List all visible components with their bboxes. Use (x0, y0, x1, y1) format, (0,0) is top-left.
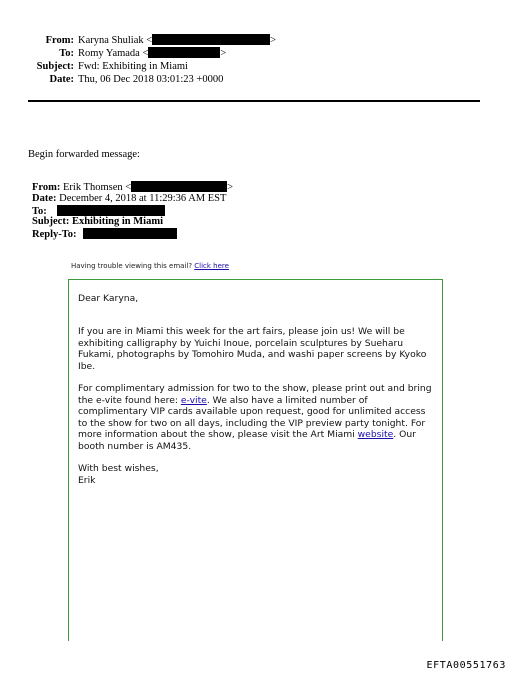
closing-line: With best wishes, (78, 463, 159, 474)
fwd-to-label: To: (32, 206, 47, 217)
to-value: Romy Yamada < > (78, 48, 227, 59)
header-divider (28, 100, 480, 102)
redaction-bar (57, 205, 165, 216)
paragraph-1: If you are in Miami this week for the art fairs, please join us! We will be exhibiting calligraphy by Yuichi Inoue, porcelain sculptures by Sueharu Fukami, photographs by Tomohiro Muda, and washi paper screens by Kyoko Ibe. (78, 326, 427, 372)
fwd-from-value: Erik Thomsen < > (63, 182, 234, 193)
trouble-viewing: Having trouble viewing this email? Click here (71, 262, 229, 270)
fwd-date-label: Date: (32, 193, 57, 204)
to-label: To: (59, 48, 74, 59)
fwd-subject-value: Exhibiting in Miami (71, 216, 163, 227)
from-label: From: (45, 35, 74, 46)
fwd-from-label: From: (32, 182, 61, 193)
fwd-subject-label: Subject: (32, 216, 70, 227)
signature: Erik (78, 475, 96, 486)
paragraph-2: For complimentary admission for two to the show, please print out and bring the e-vite found here: e-vite. We also have a limited number of complimentary VIP cards available upon request, good for unlimited access to the show for two on all days, including the VIP preview party tonight. For more information about the show, please visit the Art Miami website. Our booth number is AM435. (78, 383, 432, 452)
redaction-bar (152, 34, 270, 45)
redaction-bar (148, 47, 220, 58)
redaction-bar (83, 228, 177, 239)
fwd-from-row (32, 181, 233, 194)
forward-note: Begin forwarded message: (28, 149, 140, 160)
document-id: EFTA00551763 (426, 660, 506, 671)
website-link[interactable]: website (357, 429, 394, 440)
click-here-link[interactable]: Click here (194, 262, 229, 270)
fwd-replyto-label: Reply-To: (32, 229, 77, 240)
from-value: Karyna Shuliak < > (78, 35, 277, 46)
fwd-date-value: December 4, 2018 at 11:29:36 AM EST (59, 193, 227, 204)
date-label: Date: (49, 74, 74, 85)
fwd-date-row (32, 193, 226, 205)
subject-label: Subject: (36, 61, 74, 72)
redaction-bar (131, 181, 227, 192)
evite-link[interactable]: e-vite (180, 394, 207, 406)
fwd-replyto-row (32, 228, 177, 241)
fwd-subject-row (32, 216, 163, 228)
date-value: Thu, 06 Dec 2018 03:01:23 +0000 (78, 74, 224, 85)
subject-value: Fwd: Exhibiting in Miami (78, 61, 188, 72)
greeting: Dear Karyna, (78, 293, 139, 304)
